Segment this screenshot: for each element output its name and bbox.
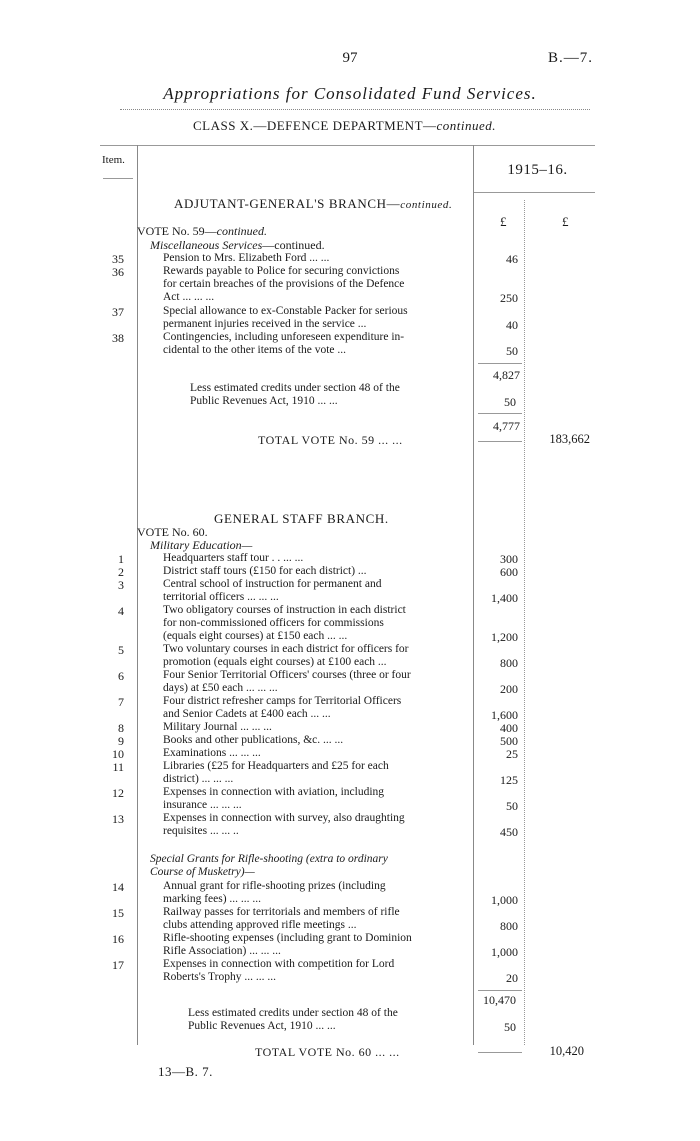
class-title-main: CLASS X.—DEFENCE DEPARTMENT— [193, 118, 437, 133]
item-description-line: district) ... ... ... [163, 773, 234, 785]
item-amount: 300 [500, 552, 518, 566]
item-number: 3 [118, 578, 124, 592]
total-column-rule [524, 200, 525, 1045]
item-description-line: for non-commissioned officers for commissions [163, 617, 384, 629]
item-description-line: Central school of instruction for permanent and [163, 578, 382, 590]
item-amount: 400 [500, 721, 518, 735]
item-description-line: territorial officers ... ... ... [163, 591, 279, 603]
item-description-line: Two obligatory courses of instruction in each district [163, 604, 406, 616]
item-amount: 125 [500, 773, 518, 787]
table-top-rule [100, 145, 595, 146]
year-header: 1915–16. [507, 162, 568, 178]
vote-heading [137, 224, 267, 239]
item-amount: 800 [500, 919, 518, 933]
credits-line-1: Less estimated credits under section 48 of the [188, 1007, 398, 1019]
page-footer: 13—B. 7. [158, 1064, 213, 1079]
item-description-line: insurance ... ... ... [163, 799, 242, 811]
pound-sign-total: £ [562, 214, 569, 229]
item-amount: 1,400 [491, 591, 518, 605]
item-number: 38 [112, 331, 124, 345]
section-title [174, 196, 452, 212]
net-amount: 4,777 [493, 419, 520, 433]
item-amount: 500 [500, 734, 518, 748]
subhead [150, 238, 325, 253]
page-number: 97 [342, 50, 358, 66]
item-amount: 25 [506, 747, 518, 761]
total-vote-label: TOTAL VOTE No. 59 ... ... [258, 433, 403, 447]
item-number: 16 [112, 932, 124, 946]
item-number: 12 [112, 786, 124, 800]
item-description-line: District staff tours (£150 for each district) ... [163, 565, 367, 577]
item-number: 35 [112, 252, 124, 266]
item-description-line: Railway passes for territorials and members of rifle [163, 906, 400, 918]
item-number: 36 [112, 265, 124, 279]
item-description-line: Expenses in connection with competition for Lord [163, 958, 395, 970]
subtotal-rule [478, 363, 522, 364]
item-description-line: promotion (equals eight courses) at £100 each ... [163, 656, 387, 668]
subhead-line-1: Special Grants for Rifle-shooting (extra to ordinary [150, 853, 388, 865]
subhead-line-2: Course of Musketry)— [150, 866, 255, 878]
item-number: 2 [118, 565, 124, 579]
total-rule [478, 441, 522, 442]
item-number: 5 [118, 643, 124, 657]
item-amount: 1,600 [491, 708, 518, 722]
item-description-line: Headquarters staff tour . . ... ... [163, 552, 304, 564]
item-number: 8 [118, 721, 124, 735]
item-description-line: Pension to Mrs. Elizabeth Ford ... ... [163, 252, 330, 264]
item-description-line: for certain breaches of the provisions of the Defence [163, 278, 405, 290]
item-description-line: Four Senior Territorial Officers' courses (three or four [163, 669, 411, 681]
item-amount: 46 [506, 252, 518, 266]
subhead: Military Education— [150, 538, 253, 552]
page-reference: B.—7. [548, 50, 594, 66]
item-description-line: Rewards payable to Police for securing convictions [163, 265, 400, 277]
net-rule [478, 413, 522, 414]
item-amount: 600 [500, 565, 518, 579]
item-amount: 40 [506, 318, 518, 332]
item-description-line: and Senior Cadets at £400 each ... ... [163, 708, 331, 720]
section-title-main: ADJUTANT-GENERAL'S BRANCH— [174, 196, 401, 211]
subhead-suffix: —continued. [262, 238, 325, 252]
item-amount: 800 [500, 656, 518, 670]
title-rule [120, 109, 590, 110]
item-amount: 250 [500, 291, 518, 305]
item-header-rule [103, 178, 133, 179]
item-description-line: Rifle-shooting expenses (including grant to Dominion [163, 932, 412, 944]
subhead-main: Miscellaneous Services [150, 238, 263, 252]
item-column-rule [137, 145, 138, 1045]
item-description-line: Expenses in connection with aviation, including [163, 786, 385, 798]
item-column-header: Item. [102, 154, 125, 166]
item-amount: 450 [500, 825, 518, 839]
item-description-line: Examinations ... ... ... [163, 747, 261, 759]
item-description-line: Act ... ... ... [163, 291, 215, 303]
item-number: 13 [112, 812, 124, 826]
item-amount: 50 [506, 344, 518, 358]
page-title: Appropriations for Consolidated Fund Services. [163, 84, 537, 103]
section-title-suffix: continued. [400, 199, 453, 211]
item-number: 1 [118, 552, 124, 566]
item-number: 10 [112, 747, 124, 761]
year-rule [474, 192, 595, 193]
item-number: 14 [112, 880, 124, 894]
subtotal-amount: 10,470 [483, 993, 516, 1007]
item-description-line: Roberts's Trophy ... ... ... [163, 971, 276, 983]
item-number: 11 [112, 760, 124, 774]
subtotal-rule [478, 990, 522, 991]
item-description-line: requisites ... ... .. [163, 825, 239, 837]
item-number: 9 [118, 734, 124, 748]
credits-amount: 50 [504, 1020, 516, 1034]
item-number: 7 [118, 695, 124, 709]
total-vote-amount: 10,420 [549, 1044, 584, 1058]
item-description-line: Four district refresher camps for Territorial Officers [163, 695, 402, 707]
credits-amount: 50 [504, 395, 516, 409]
item-amount: 20 [506, 971, 518, 985]
class-title [193, 118, 496, 134]
credits-line-2: Public Revenues Act, 1910 ... ... [188, 1020, 336, 1032]
item-number: 15 [112, 906, 124, 920]
item-description-line: Annual grant for rifle-shooting prizes (including [163, 880, 386, 892]
subtotal-amount: 4,827 [493, 368, 520, 382]
vote-heading: VOTE No. 60. [137, 525, 208, 539]
item-description-line: Contingencies, including unforeseen expenditure in- [163, 331, 405, 343]
vote-heading-suffix: continued. [216, 224, 267, 238]
item-description-line: days) at £50 each ... ... ... [163, 682, 278, 694]
class-title-suffix: continued. [436, 118, 497, 133]
item-description-line: Special allowance to ex-Constable Packer for serious [163, 305, 408, 317]
item-number: 4 [118, 604, 124, 618]
item-amount: 1,000 [491, 893, 518, 907]
item-amount: 200 [500, 682, 518, 696]
item-description-line: Expenses in connection with survey, also draughting [163, 812, 405, 824]
item-description-line: permanent injuries received in the service ... [163, 318, 367, 330]
item-description-line: Books and other publications, &c. ... ... [163, 734, 344, 746]
total-vote-label: TOTAL VOTE No. 60 ... ... [255, 1045, 400, 1059]
item-description-line: marking fees) ... ... ... [163, 893, 262, 905]
item-description-line: Military Journal ... ... ... [163, 721, 272, 733]
item-amount: 50 [506, 799, 518, 813]
vote-heading-main: VOTE No. 59— [137, 224, 217, 238]
total-vote-amount: 183,662 [549, 432, 590, 446]
item-number: 17 [112, 958, 124, 972]
credits-line-1: Less estimated credits under section 48 of the [190, 382, 400, 394]
item-description-line: Libraries (£25 for Headquarters and £25 for each [163, 760, 389, 772]
item-description-line: Rifle Association) ... ... ... [163, 945, 281, 957]
item-description-line: clubs attending approved rifle meetings ... [163, 919, 357, 931]
credits-line-2: Public Revenues Act, 1910 ... ... [190, 395, 338, 407]
item-description-line: Two voluntary courses in each district for officers for [163, 643, 409, 655]
item-description-line: cidental to the other items of the vote ... [163, 344, 346, 356]
pound-sign-amount: £ [500, 214, 507, 229]
item-number: 6 [118, 669, 124, 683]
item-amount: 1,200 [491, 630, 518, 644]
item-number: 37 [112, 305, 124, 319]
item-description-line: (equals eight courses) at £150 each ... ... [163, 630, 348, 642]
item-amount: 1,000 [491, 945, 518, 959]
section-title: GENERAL STAFF BRANCH. [214, 511, 389, 526]
